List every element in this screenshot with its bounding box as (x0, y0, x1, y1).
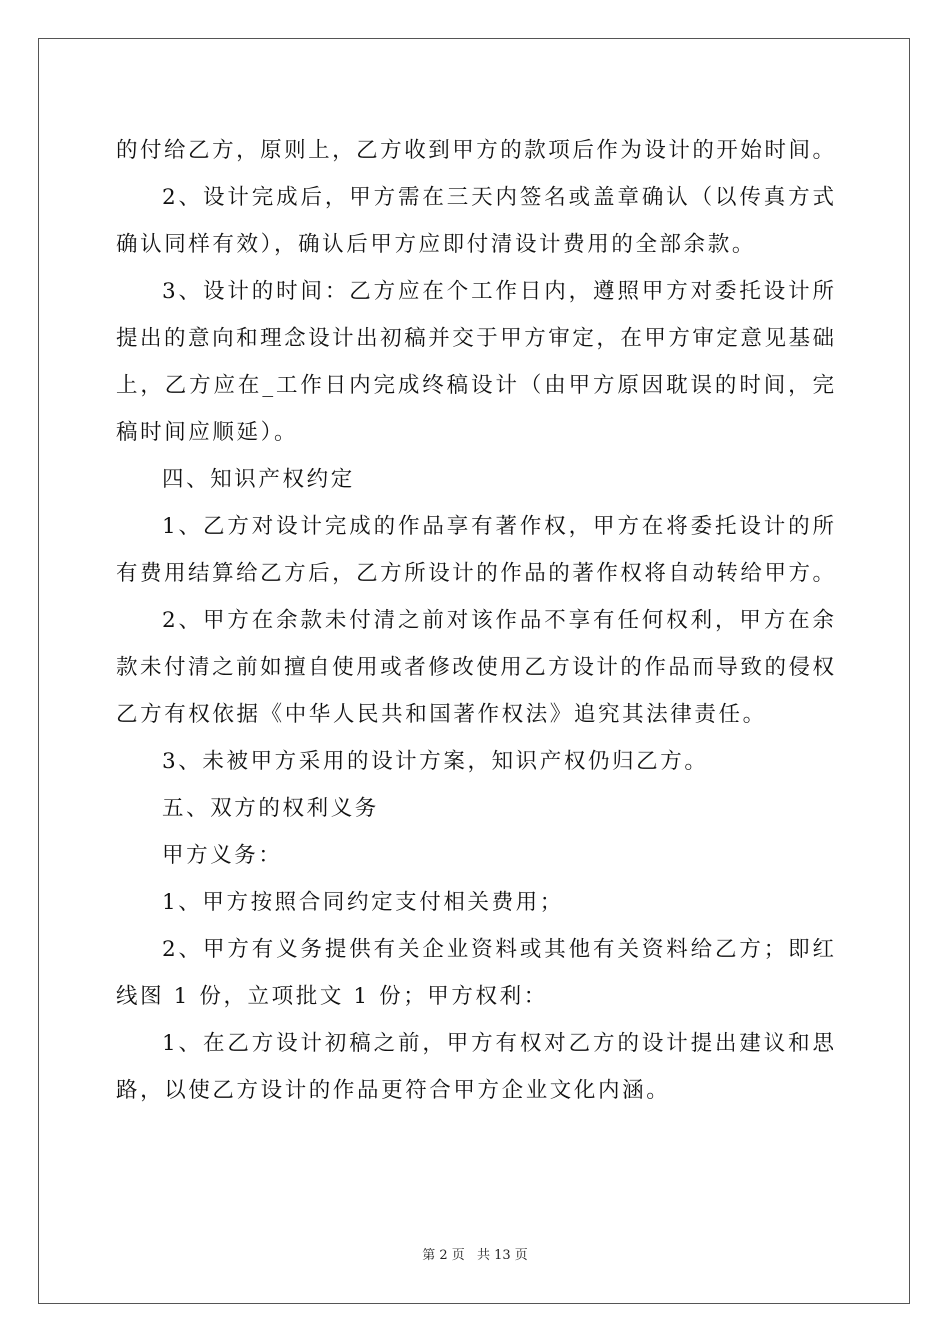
text-line: 3、未被甲方采用的设计方案，知识产权仍归乙方。 (162, 749, 709, 774)
text-line: 2、甲方在余款未付清之前对该作品不享有任何权利，甲方在余 (162, 608, 834, 633)
section-heading: 五、双方的权利义务 (162, 796, 379, 821)
text-line: 1、在乙方设计初稿之前，甲方有权对乙方的设计提出建议和思 (162, 1031, 834, 1056)
subsection-heading: 甲方义务： (162, 843, 283, 868)
page-total: 共 13 页 (476, 1248, 528, 1263)
text-line: 稿时间应顺延）。 (116, 420, 299, 445)
text-line: 1、乙方对设计完成的作品享有著作权，甲方在将委托设计的所 (162, 514, 834, 539)
text-line: 3、设计的时间：乙方应在个工作日内，遵照甲方对委托设计所 (162, 279, 834, 304)
text-line: 乙方有权依据《中华人民共和国著作权法》追究其法律责任。 (116, 702, 767, 727)
text-line: 2、设计完成后，甲方需在三天内签名或盖章确认（以传真方式 (162, 185, 834, 210)
text-line: 线图 1 份，立项批文 1 份；甲方权利： (116, 984, 548, 1009)
page-number: 第 2 页 (422, 1248, 465, 1263)
text-line: 的付给乙方，原则上，乙方收到甲方的款项后作为设计的开始时间。 (116, 138, 834, 163)
section-heading: 四、知识产权约定 (162, 467, 355, 492)
text-line: 有费用结算给乙方后，乙方所设计的作品的著作权将自动转给甲方。 (116, 561, 834, 586)
page-footer (0, 1244, 950, 1263)
text-line: 路，以使乙方设计的作品更符合甲方企业文化内涵。 (116, 1078, 671, 1103)
text-line: 提出的意向和理念设计出初稿并交于甲方审定，在甲方审定意见基础 (116, 326, 834, 351)
text-line: 确认同样有效），确认后甲方应即付清设计费用的全部余款。 (116, 232, 756, 257)
text-line: 1、甲方按照合同约定支付相关费用； (162, 890, 564, 915)
text-line: 上，乙方应在_工作日内完成终稿设计（由甲方原因耽误的时间，完 (116, 373, 834, 398)
text-line: 款未付清之前如擅自使用或者修改使用乙方设计的作品而导致的侵权 (116, 655, 834, 680)
text-line: 2、甲方有义务提供有关企业资料或其他有关资料给乙方；即红 (162, 937, 834, 962)
document-body (116, 127, 834, 1114)
